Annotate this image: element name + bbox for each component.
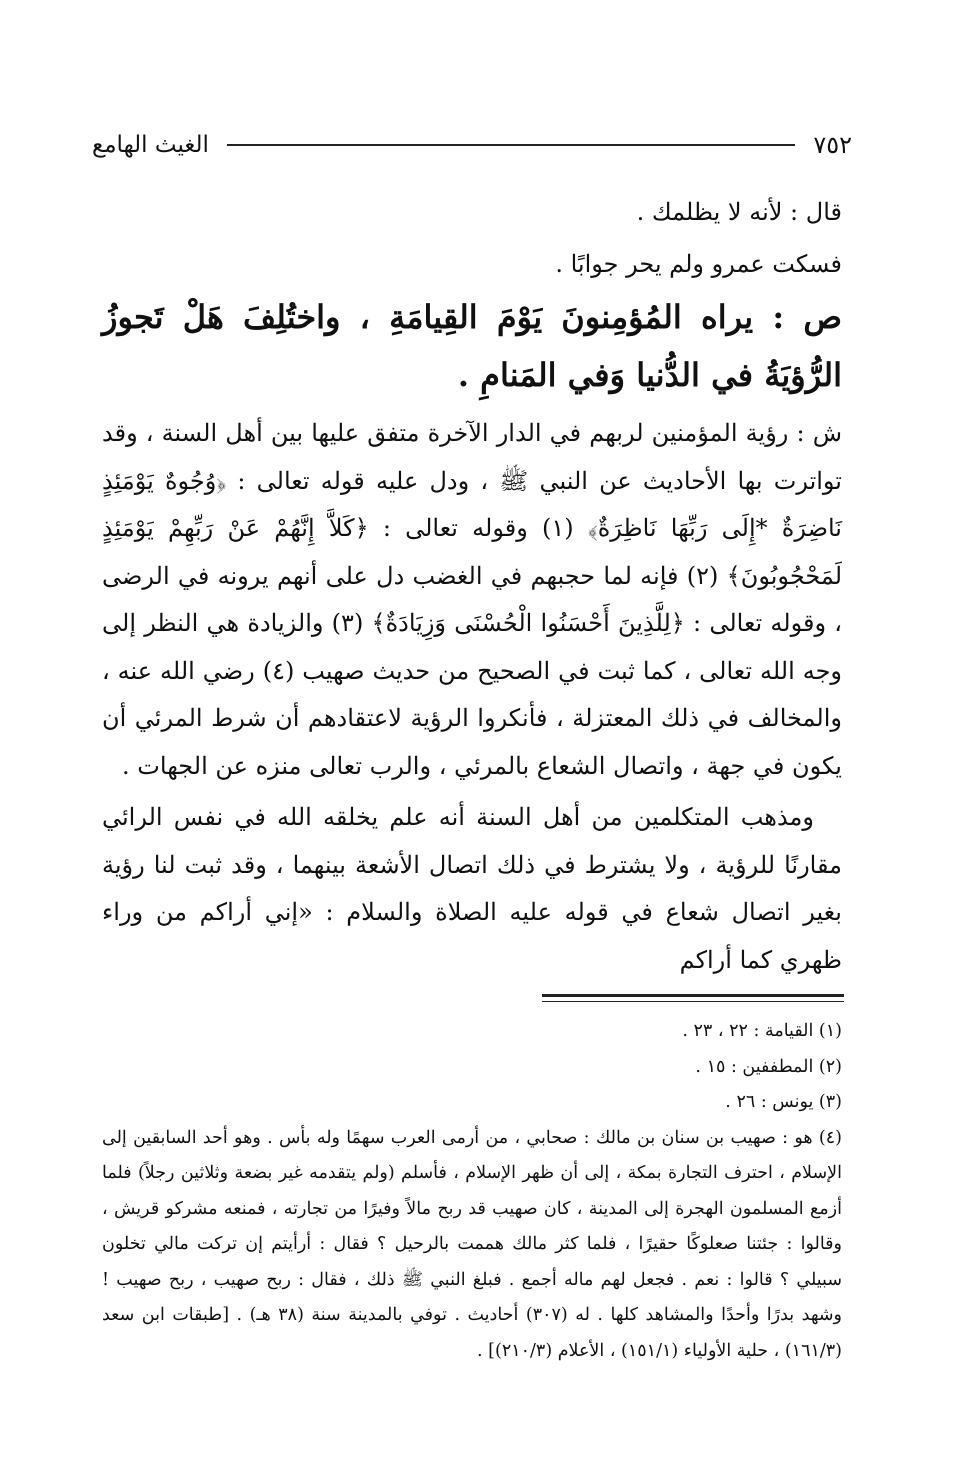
dialogue-line-2: فسكت عمرو ولم يحر جوابًا . <box>555 250 842 278</box>
sharh-paragraph: ش : رؤية المؤمنين لربهم في الدار الآخرة متفق عليها بين أهل السنة ، وقد تواترت بها الأحاديث عن النبي ﷺ ، ودل عليه قوله تعالى : ﴿وُجُوهٌ يَوْمَئِذٍ نَاضِرَةٌ *إِلَى رَبِّهَا نَاظِرَةٌ﴾ (١) وقوله تعالى : ﴿كَلاَّ إِنَّهُمْ عَنْ رَبِّهِمْ يَوْمَئِذٍ لَمَحْجُوبُونَ﴾ (٢) فإنه لما حجبهم في الغضب دل على أنهم يرونه في الرضى ، وقوله تعالى : ﴿لِلَّذِينَ أَحْسَنُوا الْحُسْنَى وَزِيَادَةٌ﴾ (٣) والزيادة هي النظر إلى وجه الله تعالى ، كما ثبت في الصحيح من حديث صهيب (٤) رضي الله عنه ، والمخالف في ذلك المعتزلة ، فأنكروا الرؤية لاعتقادهم أن شرط المرئي أن يكون في جهة ، واتصال الشعاع بالمرئي ، والرب تعالى منزه عن الجهات . <box>102 419 843 780</box>
footnote-4: (٤) هو : صهيب بن سنان بن مالك : صحابي ، من أرمى العرب سهمًا وله بأس . وهو أحد السابقين إلى الإسلام ، احترف التجارة بمكة ، إلى أن ظهر الإسلام ، فأسلم (ولم يتقدمه غير بضعة وثلاثين رجلاً) فلما أزمع المسلمون الهجرة إلى المدينة ، كان صهيب قد ربح مالاً وفيرًا من تجارته ، فمنعه مشركو قريش ، وقالوا : جئتنا صعلوكًا حقيرًا ، فلما كثر مالك هممت بالرحيل ؟ فقال : أرأيتم إن تركت مالي تخلون سبيلي ؟ قالوا : نعم . فجعل لهم ماله أجمع . فبلغ النبي ﷺ ذلك ، فقال : ربح صهيب ، ربح صهيب ! وشهد بدرًا وأحدًا والمشاهد كلها . له (٣٠٧) أحاديث . توفي بالمدينة سنة (٣٨ هـ) . [طبقات ابن سعد (١٦١/٣) ، حلية الأولياء (١٥١/١) ، الأعلام (٢١٠/٣)] . <box>102 1127 843 1361</box>
dialogue-line-1: قال : لأنه لا يظلمك . <box>636 198 842 226</box>
matn-text: ص : يراه المُؤمِنونَ يَوْمَ القِيامَةِ ، واختُلِفَ هَلْ تَجوزُ الرُّؤيَةُ في الدُّنيا وَفي المَنامِ . <box>102 298 842 394</box>
footnote-3: (٣) يونس : ٢٦ . <box>725 1092 842 1112</box>
footnotes <box>102 1014 842 1369</box>
footnote-separator-thin <box>542 1001 844 1002</box>
book-title: الغيث الهامع <box>92 132 209 158</box>
body-paragraph: ومذهب المتكلمين من أهل السنة أنه علم يخلقه الله في نفس الرائي مقارنًا للرؤية ، ولا يشترط في ذلك اتصال الأشعة بينهما ، وقد ثبت لنا رؤية بغير اتصال شعاع في قوله عليه الصلاة والسلام : «إني أراكم من وراء ظهري كما أراكم <box>102 803 842 974</box>
page-number: ٧٥٢ <box>813 131 852 159</box>
footnote-2: (٢) المطففين : ١٥ . <box>695 1056 842 1077</box>
header-rule <box>227 144 795 146</box>
footnote-1: (١) القيامة : ٢٢ ، ٢٣ . <box>682 1021 842 1041</box>
running-header <box>92 128 852 162</box>
footnote-separator <box>542 994 844 997</box>
